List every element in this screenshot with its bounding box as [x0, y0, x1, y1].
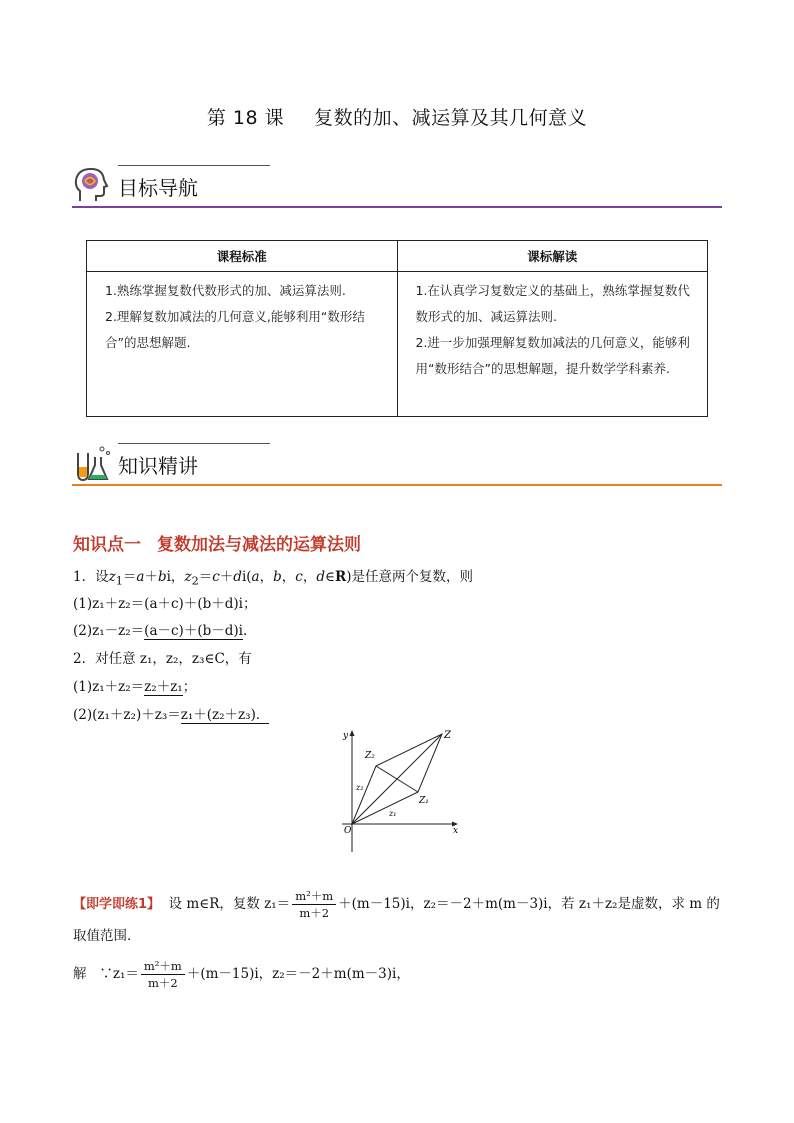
point-z1: Z₁	[419, 796, 429, 806]
section-title: 知识精讲	[118, 454, 198, 478]
answer-blank: (a－c)＋(b－d)i	[144, 623, 243, 639]
table-header: 课标解读	[397, 241, 708, 272]
answer-blank: z₂＋z₁	[144, 679, 183, 695]
solution-label: 解	[73, 966, 87, 982]
table-header: 课程标准	[87, 241, 398, 272]
kp-title: 复数加法与减法的运算法则	[157, 535, 361, 555]
practice-exercise: 【即学即练1】 设 m∈R，复数 z₁＝ $\frac{\text{m²＋m}}{m+2}$ ＋(m－15)i，z₂＝－2＋m(m－3)i，若 z₁＋z₂是虚数，求 m 的取值范围．	[73, 889, 720, 944]
section-title: 目标导航	[118, 176, 198, 200]
header-overline	[118, 443, 270, 444]
rule-line-4: 2．对任意 z₁，z₂，z₃∈C，有	[73, 651, 252, 667]
x-label: x	[453, 826, 459, 836]
answer-blank: z₁＋(z₂＋z₃)．	[180, 707, 270, 723]
fraction: $\frac{\text{m²＋m}}{m+2}$	[292, 888, 336, 921]
exercise-tag: 【即学即练1】	[73, 897, 161, 912]
lesson-topic: 复数的加、减运算及其几何意义	[314, 107, 588, 129]
rule-line-3: (2)z₁－z₂＝(a－c)＋(b－d)i.	[73, 623, 248, 639]
rule-line-2: (1)z₁＋z₂＝(a＋c)＋(b＋d)i；	[73, 596, 257, 612]
page-title	[0, 103, 794, 130]
origin-label: O	[344, 826, 352, 836]
solution: 解 ∵z₁＝ $\frac{\text{m²＋m}}{m+2}$ ＋(m－15)i，z₂＝－2＋m(m－3)i，	[73, 959, 410, 990]
parallelogram-figure	[334, 728, 464, 852]
curriculum-table	[86, 240, 708, 417]
vector-z1-label: z₁	[389, 809, 397, 818]
section-header-knowledge	[72, 443, 722, 489]
section-divider	[72, 206, 722, 208]
fraction: $\frac{\text{m²＋m}}{m+2}$	[141, 958, 185, 991]
table-cell-standards	[87, 272, 398, 417]
diagonal-diff	[376, 766, 418, 792]
standard-item: 2.理解复数加减法的几何意义,能够利用“数形结合”的思想解题.	[105, 309, 365, 350]
point-z2: Z₂	[365, 751, 375, 761]
kp-label: 知识点一	[73, 535, 141, 555]
vector-z2-label: z₂	[356, 783, 364, 792]
y-label: y	[343, 731, 349, 741]
brain-head-icon	[72, 165, 112, 205]
lesson-number: 第 18 课	[206, 107, 285, 129]
section-divider	[72, 484, 722, 486]
rule-line-1: 1．设$z_1=a+bi$，$z_2=c+di(a$，b，c，d∈R)是任意两个复数，则	[73, 569, 473, 588]
interpretation-item: 1.在认真学习复数定义的基础上，熟练掌握复数代数形式的加、减运算法则.	[415, 283, 690, 324]
rule-line-6: (2)(z₁＋z₂)＋z₃＝z₁＋(z₂＋z₃)．	[73, 707, 270, 723]
table-cell-interpretation	[397, 272, 708, 417]
header-overline	[118, 165, 270, 166]
knowledge-point-heading	[73, 530, 361, 555]
interpretation-item: 2.进一步加强理解复数加减法的几何意义，能够利用“数形结合”的思想解题，提升数学学科素养.	[415, 335, 690, 376]
standard-item: 1.熟练掌握复数代数形式的加、减运算法则.	[105, 283, 346, 298]
lab-flask-icon	[72, 443, 112, 483]
point-z: Z	[444, 730, 451, 741]
section-header-goals	[72, 165, 722, 211]
rule-line-5: (1)z₁＋z₂＝z₂＋z₁；	[73, 679, 197, 695]
